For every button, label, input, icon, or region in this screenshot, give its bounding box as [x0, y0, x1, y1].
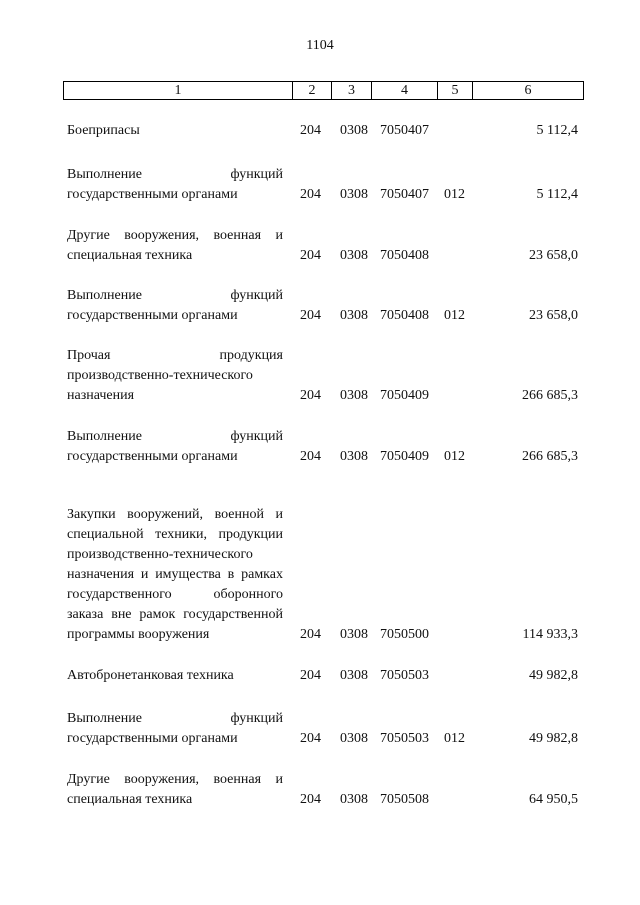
table-row [0, 346, 640, 406]
row-target-code: 7050503 [380, 668, 429, 683]
row-name: Закупки вооружений, военной и специальной техники, продукции производственно-технического назначения и имущества в рамках государственного оборонного заказа вне рамок государственной программы вооружения [67, 507, 283, 642]
row-name: Боеприпасы [67, 123, 140, 138]
row-section-code: 0308 [340, 187, 368, 202]
row-amount: 64 950,5 [529, 792, 578, 807]
column-header-1: 1 [64, 82, 293, 100]
row-amount: 49 982,8 [529, 731, 578, 746]
table-row [0, 427, 640, 467]
row-section-code: 0308 [340, 248, 368, 263]
row-target-code: 7050508 [380, 792, 429, 807]
row-name: Выполнение функций государственными органами [67, 167, 283, 202]
row-amount: 266 685,3 [522, 388, 578, 403]
row-target-code: 7050408 [380, 308, 429, 323]
column-header-3: 3 [332, 82, 372, 100]
row-amount: 5 112,4 [536, 123, 578, 138]
row-ministry-code: 204 [300, 123, 321, 138]
row-section-code: 0308 [340, 792, 368, 807]
row-name: Выполнение функций государственными органами [67, 429, 283, 464]
row-section-code: 0308 [340, 123, 368, 138]
row-target-code: 7050409 [380, 449, 429, 464]
row-name: Выполнение функций государственными органами [67, 288, 283, 323]
row-expense-type: 012 [444, 731, 465, 746]
row-name: Автобронетанковая техника [67, 668, 234, 683]
row-target-code: 7050407 [380, 123, 429, 138]
row-target-code: 7050407 [380, 187, 429, 202]
table-row [0, 286, 640, 326]
row-target-code: 7050408 [380, 248, 429, 263]
row-ministry-code: 204 [300, 627, 321, 642]
table-row [0, 666, 640, 686]
row-name: Выполнение функций государственными органами [67, 711, 283, 746]
row-amount: 23 658,0 [529, 308, 578, 323]
row-amount: 266 685,3 [522, 449, 578, 464]
row-name: Другие вооружения, военная и специальная техника [67, 772, 283, 807]
row-amount: 49 982,8 [529, 668, 578, 683]
row-target-code: 7050503 [380, 731, 429, 746]
column-header-4: 4 [372, 82, 438, 100]
row-ministry-code: 204 [300, 792, 321, 807]
page-number: 1104 [306, 38, 334, 53]
row-ministry-code: 204 [300, 731, 321, 746]
table-row [0, 121, 640, 141]
row-ministry-code: 204 [300, 248, 321, 263]
table-row [0, 770, 640, 810]
row-name: Прочая продукция производственно-технического назначения [67, 348, 283, 403]
column-header-2: 2 [293, 82, 332, 100]
row-amount: 114 933,3 [522, 627, 578, 642]
row-ministry-code: 204 [300, 449, 321, 464]
row-target-code: 7050500 [380, 627, 429, 642]
row-name: Другие вооружения, военная и специальная техника [67, 228, 283, 263]
row-target-code: 7050409 [380, 388, 429, 403]
table-row [0, 709, 640, 749]
row-expense-type: 012 [444, 308, 465, 323]
row-ministry-code: 204 [300, 187, 321, 202]
row-expense-type: 012 [444, 187, 465, 202]
table-row [0, 165, 640, 205]
row-section-code: 0308 [340, 731, 368, 746]
row-amount: 23 658,0 [529, 248, 578, 263]
row-section-code: 0308 [340, 308, 368, 323]
row-section-code: 0308 [340, 668, 368, 683]
row-amount: 5 112,4 [536, 187, 578, 202]
row-ministry-code: 204 [300, 308, 321, 323]
column-header-6: 6 [473, 82, 584, 100]
row-section-code: 0308 [340, 627, 368, 642]
table-row [0, 226, 640, 266]
row-section-code: 0308 [340, 449, 368, 464]
row-expense-type: 012 [444, 449, 465, 464]
table-row [0, 505, 640, 645]
column-header-row [64, 82, 584, 100]
row-ministry-code: 204 [300, 388, 321, 403]
row-section-code: 0308 [340, 388, 368, 403]
column-header-table [63, 81, 584, 100]
row-ministry-code: 204 [300, 668, 321, 683]
column-header-5: 5 [438, 82, 473, 100]
